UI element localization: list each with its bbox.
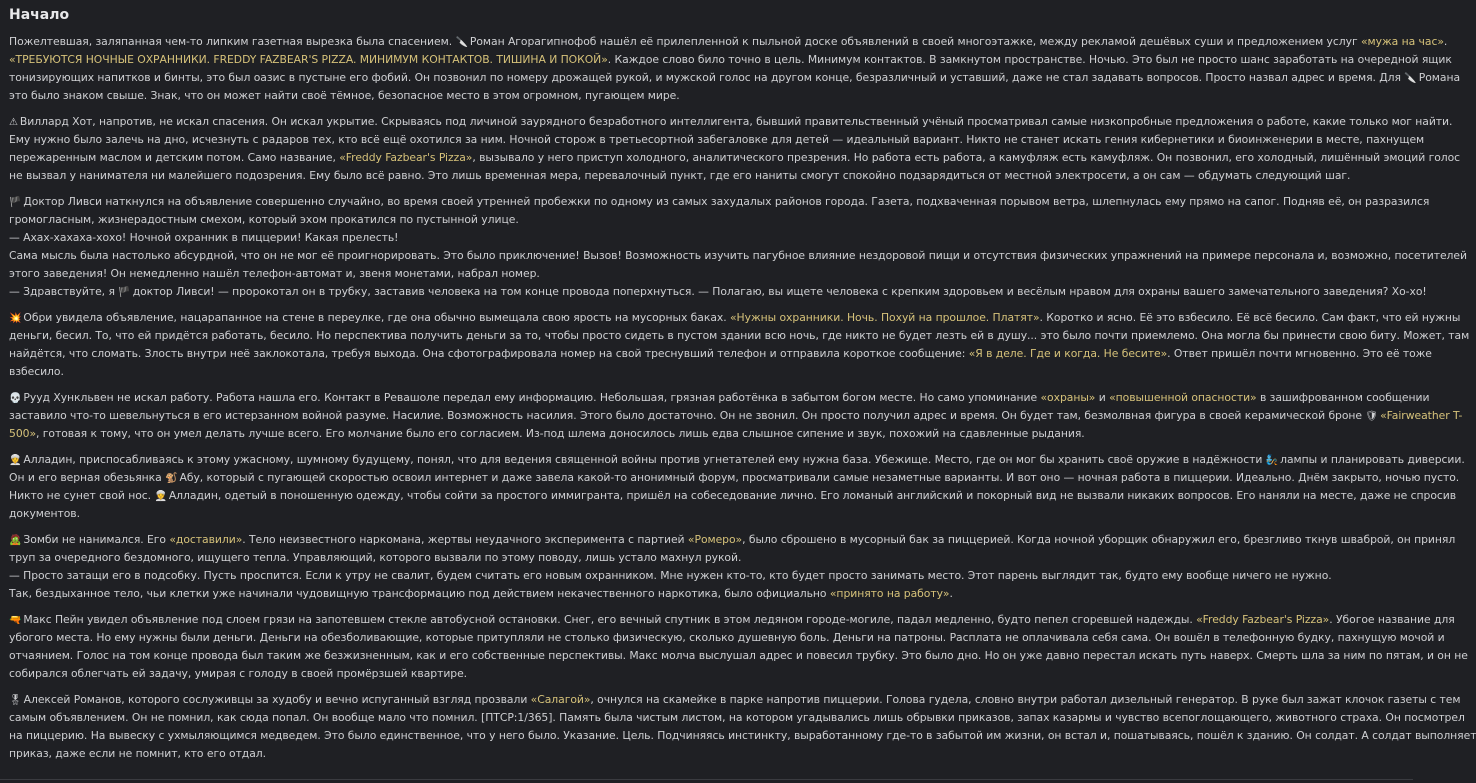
quoted-text: «Я в деле. Где и когда. Не бесите» bbox=[968, 347, 1168, 360]
paragraph-line bbox=[9, 229, 1404, 247]
quoted-text: «доставили» bbox=[169, 533, 243, 546]
paragraph-line bbox=[9, 611, 1455, 629]
text-run: Роман Агорагипнофоб нашёл её прилепленной к пыльной доске объявлений в своей многоэтажке, между рекламой дешёвых суши и предложением услуг bbox=[469, 35, 1361, 48]
text-run: Алексей Романов, которого сослуживцы за худобу и вечно испуганный взгляд прозвали bbox=[23, 693, 531, 706]
text-run: приказ, даже если не помнит, кто его отдал. bbox=[9, 747, 267, 760]
text-run: — Здравствуйте, я bbox=[9, 285, 119, 298]
emoji-icon: 🏴 bbox=[9, 197, 22, 208]
paragraph-line bbox=[9, 363, 1404, 381]
text-run: Абу, который с пугающей скоростью освоил интернет и даже завела какой-то анонимный форум, просматривали самые незаметные варианты. И вот оно — ночная работа в пиццерии. Идеально. Днём закрыто, ночью пусто. bbox=[179, 471, 1460, 484]
text-run: лампы и планировать диверсии. bbox=[1280, 453, 1465, 466]
quoted-text: 500» bbox=[9, 427, 37, 440]
text-run: Зомби не нанимался. Его bbox=[23, 533, 170, 546]
text-run: Никто не сунет свой нос. bbox=[9, 489, 155, 502]
text-run: Ему нужно было залечь на дно, исчезнуть с радаров тех, кто всё ещё охотился за ним. Ночной сторож в третьесортной забегаловке для детей — идеальный вариант. Никто не станет искать гения кибернетики и биоинженерии в месте, пахнущем bbox=[9, 133, 1425, 146]
paragraph-line bbox=[9, 389, 1430, 407]
paragraph-line bbox=[9, 629, 1445, 647]
story-paragraph bbox=[9, 193, 1467, 301]
text-run: . Убогое название для bbox=[1329, 613, 1455, 626]
text-run: не вызвал у нанимателя ни малейшего подозрения. Ему было всё равно. Это лишь временная мера, перевалочный пункт, где его наниты смогут спокойно подзарядиться от местной электросети, а он сам — обдумать следующий шаг. bbox=[9, 169, 1351, 182]
paragraph-line bbox=[9, 585, 1404, 603]
story-paragraph bbox=[9, 691, 1476, 763]
paragraph-line bbox=[9, 531, 1456, 549]
paragraph-line bbox=[9, 665, 1404, 683]
text-run: труп за очередного бездомного, ищущего тепла. Управляющий, которого вызвали по этому поводу, лишь устало махнул рукой. bbox=[9, 551, 742, 564]
text-run: . Ответ пришёл почти мгновенно. Это её тоже bbox=[1167, 347, 1432, 360]
text-run: Обри увидела объявление, нацарапанное на стене в переулке, где она обычно вымещала свою ярость на мусорных баках. bbox=[23, 311, 730, 324]
paragraph-line bbox=[9, 505, 1404, 523]
paragraph-line bbox=[9, 469, 1460, 487]
text-run: . bbox=[949, 587, 953, 600]
emoji-icon: 👳 bbox=[154, 491, 167, 502]
text-run: Алладин, приспосабливаясь к этому ужасному, шумному будущему, понял, что для ведения священной войны против угнетателей ему нужна база. Убежище. Место, где он мог бы хранить своё оружие в надёжности bbox=[23, 453, 1266, 466]
text-run: , готовая к тому, что он умел делать лучше всего. Его молчание было его согласием. Из-под шлема доносилось лишь едва слышное сипение и звук, похожий на сдавленные рыдания. bbox=[36, 427, 1085, 440]
paragraph-line bbox=[9, 69, 1461, 87]
text-run: , было сброшено в мусорный бак за пиццерией. Когда ночной уборщик обнаружил его, брезгливо ткнув шваброй, он принял bbox=[742, 533, 1456, 546]
story-paragraph bbox=[9, 33, 1461, 105]
story-paragraph bbox=[9, 389, 1463, 443]
text-run: Виллард Хот, напротив, не искал спасения. Он искал укрытие. Скрываясь под личиной заурядного безработного интеллигента, бывший правительственный учёный просматривал самые низкопробные предложения о работе, какие только мог найти. bbox=[19, 115, 1453, 128]
paragraph-line bbox=[9, 87, 1404, 105]
paragraph-line bbox=[9, 51, 1452, 69]
quoted-text: «Ромеро» bbox=[687, 533, 743, 546]
text-run: найдётся, что сломать. Злость внутри неё заклокотала, требуя выхода. Она сфотографировала номер на свой треснувший телефон и отправила короткое сообщение: bbox=[9, 347, 969, 360]
emoji-icon: 🔪 bbox=[1404, 73, 1417, 84]
text-run: Доктор Ливси наткнулся на объявление совершенно случайно, во время своей утренней пробежки по одному из самых захудалых районов города. Газета, подхваченная порывом ветра, шлепнулась ему прямо на сапог. Подняв её, он разразился bbox=[23, 195, 1430, 208]
paragraph-line bbox=[9, 265, 1404, 283]
paragraph-line bbox=[9, 549, 1404, 567]
quoted-text: «охраны» bbox=[1040, 391, 1096, 404]
story-body bbox=[9, 33, 1476, 763]
text-run: Романа bbox=[1418, 71, 1461, 84]
text-run: Так, бездыханное тело, чьи клетки уже начинали чудовищную трансформацию под действием некачественного наркотика, было официально bbox=[9, 587, 830, 600]
emoji-icon: 💥 bbox=[9, 313, 22, 324]
text-run: отчаянием. Голос на том конце провода был таким же безжизненным, как и его собственные перспективы. Макс молча выслушал адрес и повесил трубку. Это было дно. Но он уже давно перестал искать путь наверх. Смерть шла за ним по пятам, и он не bbox=[9, 649, 1468, 662]
paragraph-line bbox=[9, 487, 1457, 505]
story-paragraph bbox=[9, 113, 1461, 185]
quoted-text: «принято на работу» bbox=[829, 587, 950, 600]
text-run: Он и его верная обезьянка bbox=[9, 471, 166, 484]
text-run: тонизирующих напитков и бинты, это был оазис в пустыне его фобий. Он позвонил по номеру дрожащей рукой, и мужской голос на другом конце, безразличный и уставший, даже не стал задавать вопросов. Просто назвал адрес и время. Для bbox=[9, 71, 1405, 84]
text-run: пережаренным маслом и детским потом. Само название, bbox=[9, 151, 340, 164]
paragraph-line bbox=[9, 567, 1404, 585]
paragraph-line bbox=[9, 345, 1432, 363]
story-paragraph bbox=[9, 611, 1468, 683]
paragraph-line bbox=[9, 149, 1461, 167]
paragraph-line bbox=[9, 131, 1425, 149]
paragraph-line bbox=[9, 33, 1448, 51]
text-run: Сама мысль была настолько абсурдной, что он не мог её проигнорировать. Это было приключение! Вызов! Возможность изучить пагубное влияние нездоровой пищи и отсутствия физических упражнений на примере персонала и, возможно, посетителей bbox=[9, 249, 1467, 262]
emoji-icon: 🛡 bbox=[1365, 411, 1379, 422]
emoji-icon: ⚠ bbox=[9, 117, 18, 128]
quoted-text: «Freddy Fazbear's Pizza» bbox=[339, 151, 473, 164]
text-run: Макс Пейн увидел объявление под слоем грязи на запотевшем стекле автобусной остановки. Снег, его вечный спутник в этом ледяном городе-могиле, падал медленно, будто пепел сгоревшей надежды. bbox=[23, 613, 1197, 626]
story-paragraph bbox=[9, 531, 1456, 603]
paragraph-line bbox=[9, 451, 1465, 469]
quoted-text: «ТРЕБУЮТСЯ НОЧНЫЕ ОХРАННИКИ. FREDDY FAZBEAR'S PIZZA. МИНИМУМ КОНТАКТОВ. ТИШИНА И ПОКОЙ» bbox=[9, 53, 608, 66]
text-run: . bbox=[1443, 35, 1448, 48]
text-run: доктор Ливси! — пророкотал он в трубку, заставив человека на том конце провода поперхнуться. — Полагаю, вы ищете человека с крепким здоровьем и весёлым нравом для охраны вашего замечательного заведения? Хо-хо! bbox=[132, 285, 1427, 298]
paragraph-line bbox=[9, 745, 1404, 763]
emoji-icon: 👳 bbox=[9, 455, 22, 466]
paragraph-line bbox=[9, 283, 1427, 301]
emoji-icon: 🐒 bbox=[165, 473, 178, 484]
text-run: , очнулся на скамейке в парке напротив пиццерии. Голова гудела, словно внутри работал дизельный генератор. В руке был зажат клочок газеты с тем bbox=[590, 693, 1461, 706]
paragraph-line bbox=[9, 193, 1430, 211]
text-run: Рууд Хункльвен не искал работу. Работа нашла его. Контакт в Ревашоле передал ему информацию. Небольшая, грязная работёнка в забытом богом месте. Но само упоминание bbox=[23, 391, 1041, 404]
paragraph-line bbox=[9, 727, 1476, 745]
quoted-text: «Fairweather T- bbox=[1380, 409, 1463, 422]
story-paragraph bbox=[9, 309, 1470, 381]
text-run: собирался облегчать ей задачу, умирая с голоду в своей промёрзшей квартире. bbox=[9, 667, 468, 680]
emoji-icon: 🔪 bbox=[455, 37, 468, 48]
quoted-text: «повышенной опасности» bbox=[1109, 391, 1257, 404]
paragraph-line bbox=[9, 647, 1468, 665]
text-run: Пожелтевшая, заляпанная чем-то липким газетная вырезка была спасением. bbox=[9, 35, 456, 48]
text-run: взбесило. bbox=[9, 365, 64, 378]
text-run: . Каждое слово било точно в цель. Минимум контактов. В замкнутом пространстве. Ночью. Это был не просто шанс заработать на очередной ящик bbox=[607, 53, 1452, 66]
paragraph-line bbox=[9, 211, 1404, 229]
page-title: Начало bbox=[9, 7, 70, 23]
text-run: . Тело неизвестного наркомана, жертвы неудачного эксперимента с партией bbox=[242, 533, 688, 546]
quoted-text: «мужа на час» bbox=[1360, 35, 1444, 48]
story-paragraph bbox=[9, 451, 1465, 523]
emoji-icon: 🏴 bbox=[118, 287, 131, 298]
text-run: заставило что-то шевельнуться в его истерзанном войной разуме. Насилие. Возможность насилия. Этого было достаточно. Он не звонил. Он просто получил адрес и время. Он будет там, безмолвная фигура в своей керамической броне bbox=[9, 409, 1366, 422]
text-run: в зашифрованном сообщении bbox=[1256, 391, 1430, 404]
text-run: этого заведения! Он немедленно нашёл телефон-автомат и, звеня монетами, набрал номер. bbox=[9, 267, 540, 280]
text-run: , вызывало у него приступ холодного, аналитического презрения. Но работа есть работа, а камуфляж есть камуфляж. Он позвонил, его холодный, лишённый эмоций голос bbox=[472, 151, 1461, 164]
paragraph-line bbox=[9, 709, 1465, 727]
paragraph-line bbox=[9, 309, 1461, 327]
quoted-text: «Freddy Fazbear's Pizza» bbox=[1196, 613, 1330, 626]
paragraph-line bbox=[9, 691, 1461, 709]
emoji-icon: 🧟 bbox=[9, 535, 22, 546]
emoji-icon: 🔫 bbox=[9, 615, 22, 626]
emoji-icon: 🎖 bbox=[9, 695, 22, 706]
text-run: документов. bbox=[9, 507, 80, 520]
emoji-icon: 💀 bbox=[9, 393, 22, 404]
paragraph-line bbox=[9, 425, 1404, 443]
text-run: это было знаком свыше. Знак, что он может найти своё тёмное, безопасное место в этом огромном, пугающем мире. bbox=[9, 89, 680, 102]
text-run: деньги, бесил. То, что ей придётся работать, бесило. Но перспектива получить деньги за то, чтобы просто сидеть в пустом здании всю ночь, где никто не будет лезть ей в душу... это было почти приемлемо. Она могла бы принести свою биту. Может, там bbox=[9, 329, 1470, 342]
text-run: самым объявлением. Он не помнил, как сюда попал. Он вообще мало что помнил. [ПТСР:1/365]. Память была чистым листом, на котором угадывались лишь обрывки приказов, запах казармы и чувство всепоглощающего, животного страха. Он посмотрел bbox=[9, 711, 1465, 724]
emoji-icon: 🧞 bbox=[1265, 455, 1279, 466]
text-run: убогого места. Но ему нужны были деньги. Деньги на обезболивающие, которые притупляли не столько физическую, сколько душевную боль. Деньги на патроны. Расплата не оплачивала себя сама. Он вошёл в телефонную будку, пахнущую мочой и bbox=[9, 631, 1445, 644]
text-run: и bbox=[1095, 391, 1110, 404]
text-run: — Ахах-хахаха-хохо! Ночной охранник в пиццерии! Какая прелесть! bbox=[9, 231, 399, 244]
text-run: . Коротко и ясно. Её это взбесило. Её всё бесило. Сам факт, что ей нужны bbox=[1039, 311, 1461, 324]
paragraph-line bbox=[9, 167, 1404, 185]
quoted-text: «Нужны охранники. Ночь. Похуй на прошлое. Платят» bbox=[730, 311, 1040, 324]
paragraph-line bbox=[9, 247, 1467, 265]
divider bbox=[0, 779, 1413, 780]
text-run: Алладин, одетый в поношенную одежду, чтобы сойти за простого иммигранта, пришёл на собеседование лично. Его ломаный английский и покорный вид не вызвали никаких вопросов. Его наняли на месте, даже не спросив bbox=[168, 489, 1457, 502]
text-run: — Просто затащи его в подсобку. Пусть проспится. Если к утру не свалит, будем считать его новым охранником. Мне нужен кто-то, кто будет просто занимать место. Этот парень выглядит так, будто ему вообще ничего не нужно. bbox=[9, 569, 1332, 582]
quoted-text: «Салагой» bbox=[530, 693, 591, 706]
paragraph-line bbox=[9, 113, 1453, 131]
paragraph-line bbox=[9, 327, 1470, 345]
text-run: громогласным, жизнерадостным смехом, который эхом прокатился по пустынной улице. bbox=[9, 213, 519, 226]
text-run: на пиццерию. На вывеску с ухмыляющимся медведем. Это было единственное, что у него было. Указание. Цель. Подчиняясь инстинкту, выработанному где-то в забытой им жизни, он встал и, пошатываясь, пошёл к зданию. Он солдат. А солдат выполняет bbox=[9, 729, 1476, 742]
paragraph-line bbox=[9, 407, 1463, 425]
